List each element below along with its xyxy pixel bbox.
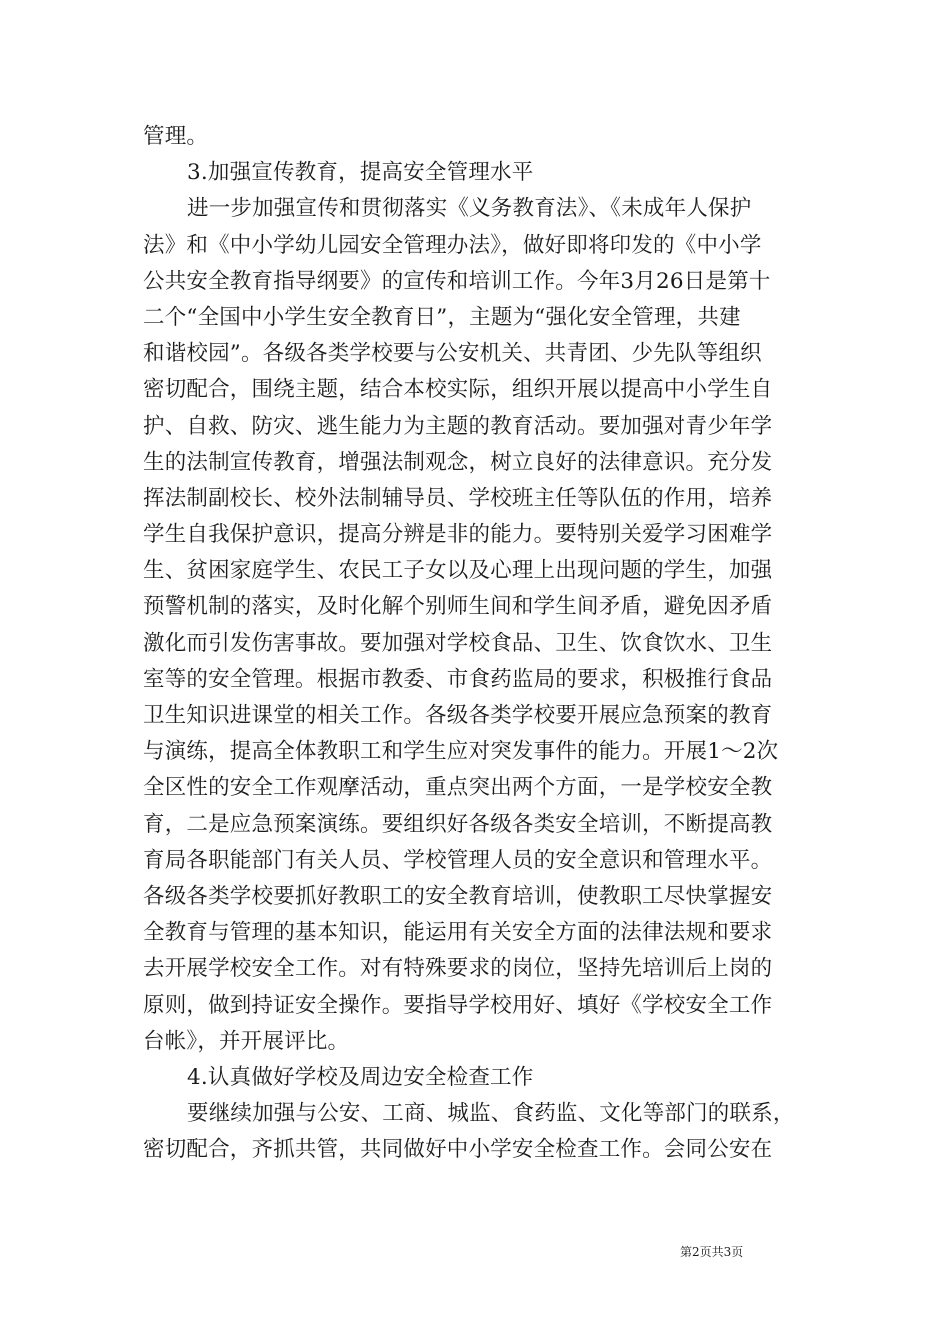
text-line-11: 挥法制副校长、校外法制辅导员、学校班主任等队伍的作用，培养 xyxy=(143,485,773,511)
text-line-5: 公共安全教育指导纲要》的宣传和培训工作。今年3月26日是第十 xyxy=(143,268,771,294)
text-line-14: 预警机制的落实，及时化解个别师生间和学生间矛盾，避免因矛盾 xyxy=(143,594,773,620)
text-line-25: 原则，做到持证安全操作。要指导学校用好、填好《学校安全工作 xyxy=(143,992,773,1018)
text-line-21: 育局各职能部门有关人员、学校管理人员的安全意识和管理水平。 xyxy=(143,847,773,873)
text-line-12: 学生自我保护意识，提高分辨是非的能力。要特别关爱学习困难学 xyxy=(143,522,773,548)
text-line-9: 护、自救、防灾、逃生能力为主题的教育活动。要加强对青少年学 xyxy=(143,413,773,439)
text-line-6: 二个“全国中小学生安全教育日”，主题为“强化安全管理，共建 xyxy=(143,304,741,330)
text-line-1: 管理。 xyxy=(143,124,209,149)
text-line-20: 育，二是应急预案演练。要组织好各级各类安全培训，不断提高教 xyxy=(143,811,773,837)
section-heading-4: 4.认真做好学校及周边安全检查工作 xyxy=(187,1064,534,1090)
text-line-23: 全教育与管理的基本知识，能运用有关安全方面的法律法规和要求 xyxy=(143,920,773,946)
text-line-22: 各级各类学校要抓好教职工的安全教育培训，使教职工尽快掌握安 xyxy=(143,883,773,909)
text-line-15: 激化而引发伤害事故。要加强对学校食品、卫生、饮食饮水、卫生 xyxy=(143,630,773,656)
document-body xyxy=(143,119,807,1168)
text-line-29: 密切配合，齐抓共管，共同做好中小学安全检查工作。会同公安在 xyxy=(143,1137,773,1163)
text-line-16: 室等的安全管理。根据市教委、市食药监局的要求，积极推行食品 xyxy=(143,666,773,692)
page-indicator: 第2页共3页 xyxy=(680,1245,744,1259)
text-line-28: 要继续加强与公安、工商、城监、食药监、文化等部门的联系， xyxy=(187,1101,795,1127)
text-line-4: 法》和《中小学幼儿园安全管理办法》，做好即将印发的《中小学 xyxy=(143,232,762,258)
text-line-10: 生的法制宣传教育，增强法制观念，树立良好的法律意识。充分发 xyxy=(143,449,773,475)
text-line-17: 卫生知识进课堂的相关工作。各级各类学校要开展应急预案的教育 xyxy=(143,703,773,728)
text-line-13: 生、贫困家庭学生、农民工子女以及心理上出现问题的学生，加强 xyxy=(143,558,773,584)
text-line-19: 全区性的安全工作观摩活动，重点突出两个方面，一是学校安全教 xyxy=(143,775,773,801)
text-line-7: 和谐校园”。各级各类学校要与公安机关、共青团、少先队等组织 xyxy=(143,341,762,367)
text-line-3: 进一步加强宣传和贯彻落实《义务教育法》、《未成年人保护 xyxy=(187,196,752,222)
section-heading-3: 3.加强宣传教育，提高安全管理水平 xyxy=(187,160,534,186)
text-line-24: 去开展学校安全工作。对有特殊要求的岗位，坚持先培训后上岗的 xyxy=(143,956,773,982)
text-line-26: 台帐》，并开展评比。 xyxy=(143,1028,350,1054)
text-line-8: 密切配合，围绕主题，结合本校实际，组织开展以提高中小学生自 xyxy=(143,377,773,403)
text-line-18: 与演练，提高全体教职工和学生应对突发事件的能力。开展1～2次 xyxy=(143,739,779,765)
